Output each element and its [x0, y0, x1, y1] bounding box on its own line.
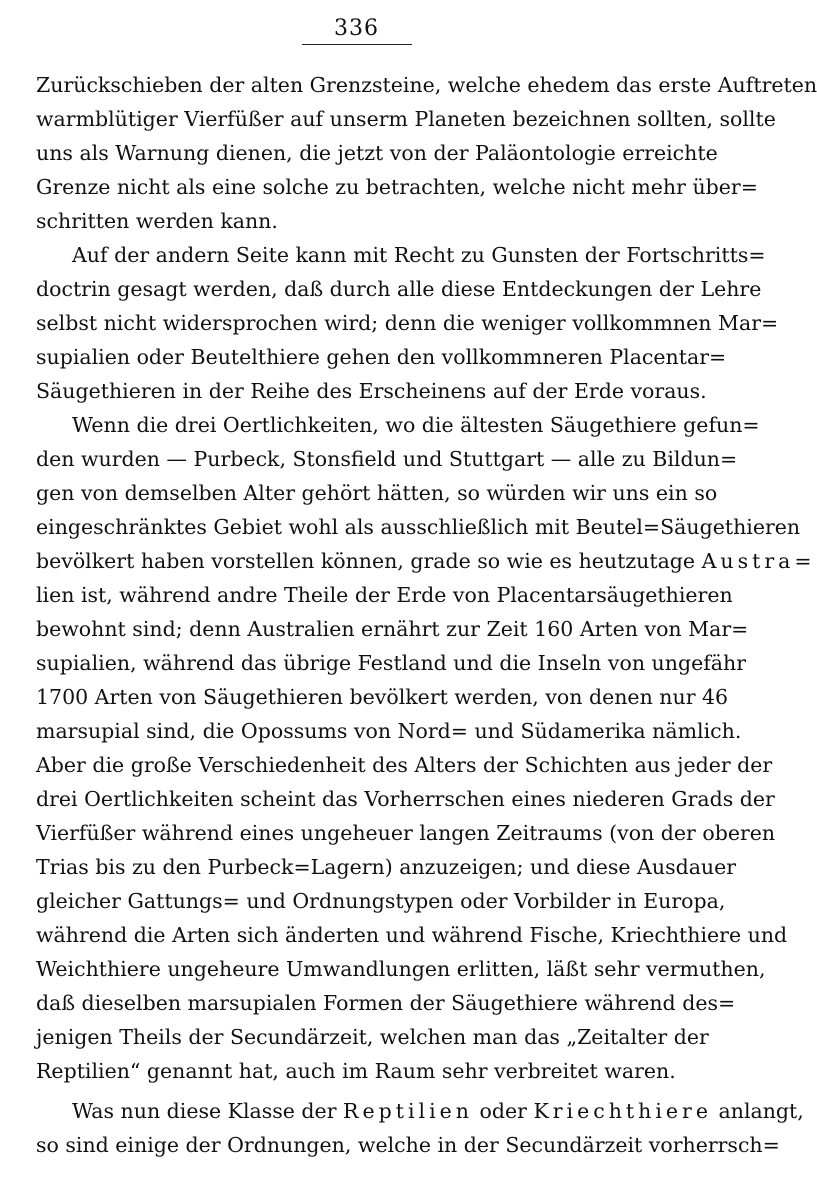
- text-line: selbst nicht widersprochen wird; denn die weniger vollkommnen Mar=: [36, 311, 779, 335]
- text-line: doctrin gesagt werden, daß durch alle diese Entdeckungen der Lehre: [36, 277, 762, 301]
- text-line: schritten werden kann.: [36, 209, 278, 233]
- text-line: während die Arten sich änderten und während Fische, Kriechthiere und: [36, 923, 788, 947]
- text-line: Reptilien“ genannt hat, auch im Raum sehr verbreitet waren.: [36, 1059, 676, 1083]
- header-rule: [302, 44, 412, 45]
- paragraph-start: Wenn die drei Oertlichkeiten, wo die ältesten Säugethiere gefun=: [72, 413, 760, 437]
- text-line: uns als Warnung dienen, die jetzt von der Paläontologie erreichte: [36, 141, 718, 165]
- text-line: eingeschränktes Gebiet wohl als ausschließlich mit Beutel=Säugethieren: [36, 515, 801, 539]
- text-line: Aber die große Verschiedenheit des Alters der Schichten aus jeder der: [36, 753, 773, 777]
- text-line: lien ist, während andre Theile der Erde von Placentarsäugethieren: [36, 583, 733, 607]
- spaced-word: Austra=: [701, 549, 816, 573]
- text-line: Trias bis zu den Purbeck=Lagern) anzuzeigen; und diese Ausdauer: [36, 855, 737, 879]
- text-line: warmblütiger Vierfüßer auf unserm Planeten bezeichnen sollten, sollte: [36, 107, 776, 131]
- text-line: Säugethieren in der Reihe des Erscheinens auf der Erde voraus.: [36, 379, 707, 403]
- text-line: Weichthiere ungeheure Umwandlungen erlitten, läßt sehr vermuthen,: [36, 957, 766, 981]
- text-line: Zurückschieben der alten Grenzsteine, welche ehedem das erste Auftreten: [36, 73, 817, 97]
- text-line: bewohnt sind; denn Australien ernährt zur Zeit 160 Arten von Mar=: [36, 617, 749, 641]
- spaced-word: Reptilien: [343, 1099, 473, 1123]
- text-line: supialien oder Beutelthiere gehen den vollkommneren Placentar=: [36, 345, 727, 369]
- text-segment: Was nun diese Klasse der: [72, 1099, 337, 1123]
- text-line: 1700 Arten von Säugethieren bevölkert werden, von denen nur 46: [36, 685, 729, 709]
- text-segment: anlangt,: [718, 1099, 804, 1123]
- text-line: daß dieselben marsupialen Formen der Säugethiere während des=: [36, 991, 736, 1015]
- text-segment: bevölkert haben vorstellen können, grade so wie es heutzutage: [36, 549, 696, 573]
- text-line: marsupial sind, die Opossums von Nord= und Südamerika nämlich.: [36, 719, 742, 743]
- text-line: drei Oertlichkeiten scheint das Vorherrschen eines niederen Grads der: [36, 787, 775, 811]
- text-line: jenigen Theils der Secundärzeit, welchen man das „Zeitalter der: [36, 1025, 709, 1049]
- text-line: Grenze nicht als eine solche zu betrachten, welche nicht mehr über=: [36, 175, 758, 199]
- text-line: supialien, während das übrige Festland und die Inseln von ungefähr: [36, 651, 747, 675]
- paragraph-start: [72, 1094, 804, 1128]
- text-line: gleicher Gattungs= und Ordnungstypen oder Vorbilder in Europa,: [36, 889, 726, 913]
- paragraph-start: Auf der andern Seite kann mit Recht zu Gunsten der Fortschritts=: [72, 243, 766, 267]
- text-line: so sind einige der Ordnungen, welche in der Secundärzeit vorherrsch=: [36, 1133, 780, 1157]
- spaced-word: Kriechthiere: [533, 1099, 712, 1123]
- text-line: gen von demselben Alter gehört hätten, so würden wir uns ein so: [36, 481, 718, 505]
- text-line: Vierfüßer während eines ungeheuer langen Zeitraums (von der oberen: [36, 821, 776, 845]
- text-segment: oder: [479, 1099, 527, 1123]
- page-number: 336: [334, 16, 379, 41]
- text-line: [36, 544, 816, 578]
- text-line: den wurden — Purbeck, Stonsfield und Stuttgart — alle zu Bildun=: [36, 447, 738, 471]
